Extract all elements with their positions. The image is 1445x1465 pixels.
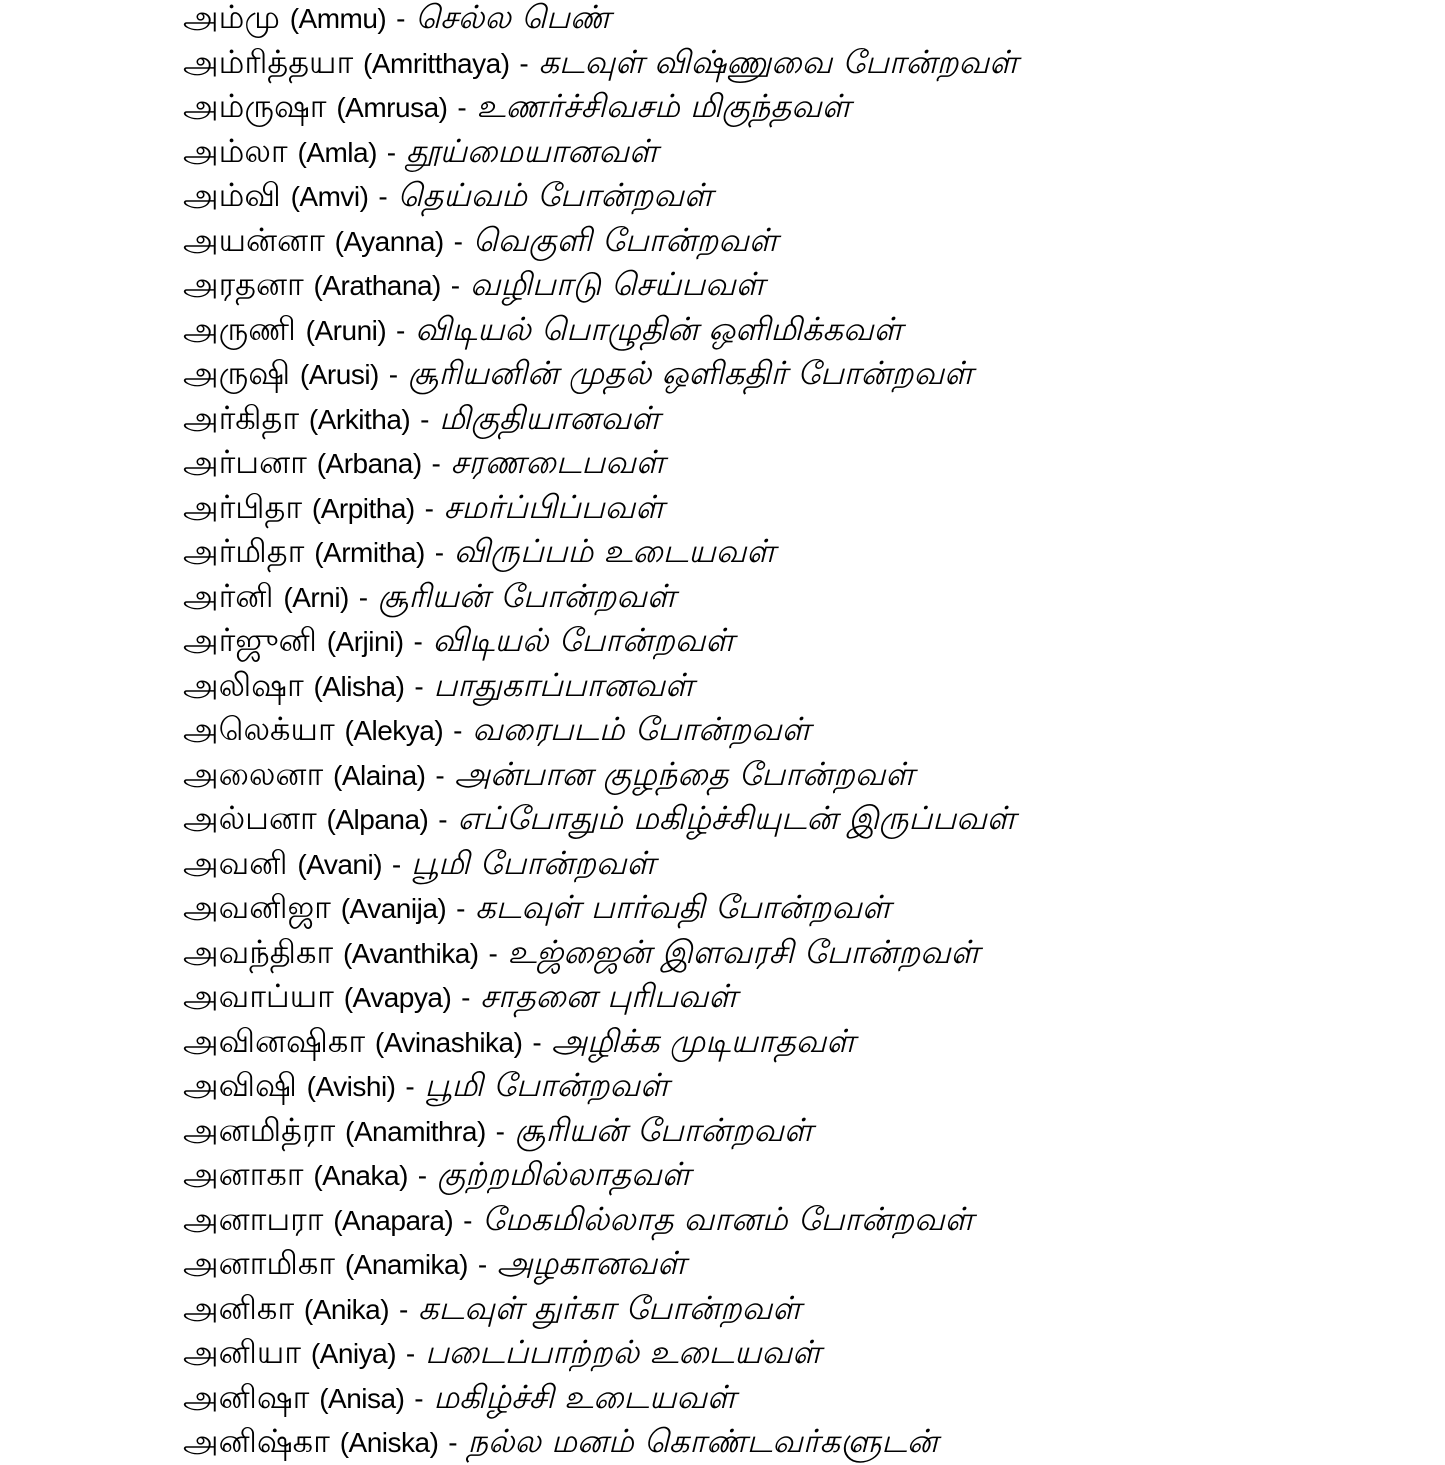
list-item bbox=[183, 886, 1063, 931]
tamil-name: அம்ரித்தயா bbox=[183, 42, 354, 81]
list-item bbox=[183, 219, 1063, 264]
separator: - bbox=[378, 181, 388, 212]
tamil-name: அர்பிதா bbox=[183, 487, 303, 526]
list-item bbox=[183, 1331, 1063, 1376]
transliteration: (Amla) bbox=[297, 136, 377, 168]
separator: - bbox=[396, 314, 406, 346]
separator: - bbox=[358, 581, 369, 613]
list-item bbox=[183, 708, 1063, 753]
tamil-name: அனியா bbox=[183, 1333, 301, 1371]
separator: - bbox=[388, 359, 399, 390]
transliteration: (Arbana) bbox=[316, 448, 422, 479]
separator: - bbox=[413, 626, 423, 657]
list-item bbox=[183, 1198, 1063, 1243]
list-item bbox=[183, 1109, 1063, 1154]
transliteration: (Aruni) bbox=[305, 314, 387, 346]
meaning: நல்ல மனம் கொண்டவர்களுடன் bbox=[467, 1422, 938, 1460]
transliteration: (Arusi) bbox=[299, 359, 379, 390]
transliteration: (Amritthaya) bbox=[363, 47, 510, 79]
list-item bbox=[183, 1376, 1063, 1421]
transliteration: (Anamithra) bbox=[345, 1115, 486, 1147]
meaning: வரைபடம் போன்றவள் bbox=[472, 710, 811, 748]
tamil-name: அனமித்ரா bbox=[183, 1110, 336, 1149]
meaning: மிகுதியானவள் bbox=[439, 398, 660, 437]
meaning: மகிழ்ச்சி உடையவள் bbox=[433, 1377, 736, 1416]
list-item bbox=[183, 308, 1063, 353]
tamil-name: அவனி bbox=[183, 843, 288, 882]
list-item bbox=[183, 842, 1063, 887]
list-item bbox=[183, 174, 1063, 219]
transliteration: (Armitha) bbox=[314, 537, 425, 568]
meaning: பூமி போன்றவள் bbox=[424, 1066, 669, 1104]
transliteration: (Anapara) bbox=[333, 1204, 454, 1236]
transliteration: (Ammu) bbox=[289, 3, 387, 34]
transliteration: (Avinashika) bbox=[374, 1026, 523, 1058]
meaning: சமர்ப்பிப்பவள் bbox=[443, 487, 665, 526]
transliteration: (Avani) bbox=[297, 848, 383, 880]
separator: - bbox=[386, 136, 397, 168]
list-item bbox=[183, 41, 1063, 86]
list-item bbox=[183, 664, 1063, 709]
tamil-name: அலிஷா bbox=[183, 665, 304, 704]
transliteration: (Anamika) bbox=[344, 1249, 468, 1280]
tamil-name: அரதனா bbox=[183, 265, 304, 303]
list-item bbox=[183, 397, 1063, 442]
tamil-name: அவனிஜா bbox=[183, 888, 331, 926]
transliteration: (Amrusa) bbox=[336, 92, 448, 123]
transliteration: (Alekya) bbox=[344, 715, 444, 746]
tamil-name: அனாகா bbox=[183, 1155, 304, 1193]
separator: - bbox=[414, 670, 424, 702]
transliteration: (Aniska) bbox=[339, 1427, 439, 1458]
name-list-document bbox=[183, 0, 1063, 1465]
separator: - bbox=[453, 715, 463, 746]
transliteration: (Avanthika) bbox=[342, 937, 479, 969]
separator: - bbox=[398, 1293, 409, 1325]
tamil-name: அனாபரா bbox=[183, 1199, 324, 1238]
transliteration: (Arkitha) bbox=[308, 403, 411, 435]
separator: - bbox=[405, 1071, 415, 1102]
list-item bbox=[183, 1064, 1063, 1109]
transliteration: (Arpitha) bbox=[311, 492, 415, 524]
separator: - bbox=[453, 225, 463, 257]
transliteration: (Avapya) bbox=[343, 982, 452, 1013]
separator: - bbox=[495, 1115, 505, 1147]
tamil-name: அயன்னா bbox=[183, 220, 325, 259]
list-item bbox=[183, 797, 1063, 842]
tamil-name: அனிஷ்கா bbox=[183, 1422, 330, 1460]
meaning: பாதுகாப்பானவள் bbox=[433, 665, 694, 704]
separator: - bbox=[477, 1249, 488, 1280]
list-item bbox=[183, 975, 1063, 1020]
separator: - bbox=[532, 1026, 542, 1058]
tamil-name: அர்பனா bbox=[183, 443, 307, 481]
meaning: கடவுள் துர்கா போன்றவள் bbox=[418, 1288, 802, 1327]
meaning: அன்பான குழந்தை போன்றவள் bbox=[454, 754, 915, 793]
tamil-name: அல்பனா bbox=[183, 799, 317, 837]
separator: - bbox=[420, 403, 430, 435]
transliteration: (Alisha) bbox=[313, 670, 405, 702]
meaning: எப்போதும் மகிழ்ச்சியுடன் இருப்பவள் bbox=[457, 799, 1016, 837]
separator: - bbox=[431, 448, 441, 479]
meaning: விருப்பம் உடையவள் bbox=[453, 532, 776, 570]
tamil-name: அம்வி bbox=[183, 176, 281, 214]
separator: - bbox=[450, 270, 461, 301]
transliteration: (Anaka) bbox=[313, 1160, 408, 1191]
tamil-name: அனிகா bbox=[183, 1288, 295, 1327]
list-item bbox=[183, 85, 1063, 130]
transliteration: (Avishi) bbox=[306, 1071, 396, 1102]
meaning: உஜ்ஜைன் இளவரசி போன்றவள் bbox=[507, 932, 980, 971]
list-item bbox=[183, 1242, 1063, 1287]
meaning: தெய்வம் போன்றவள் bbox=[397, 176, 713, 214]
list-item bbox=[183, 575, 1063, 620]
meaning: குற்றமில்லாதவள் bbox=[436, 1155, 691, 1193]
list-item bbox=[183, 931, 1063, 976]
meaning: அழிக்க முடியாதவள் bbox=[551, 1021, 856, 1060]
meaning: கடவுள் பார்வதி போன்றவள் bbox=[475, 888, 891, 926]
tamil-name: அவிஷி bbox=[183, 1066, 297, 1104]
separator: - bbox=[456, 893, 466, 924]
separator: - bbox=[414, 1382, 424, 1414]
meaning: கடவுள் விஷ்ணுவை போன்றவள் bbox=[538, 42, 1018, 81]
list-item bbox=[183, 619, 1063, 664]
separator: - bbox=[461, 982, 471, 1013]
transliteration: (Arathana) bbox=[313, 270, 441, 301]
transliteration: (Anisa) bbox=[319, 1382, 405, 1414]
transliteration: (Arjini) bbox=[326, 626, 404, 657]
meaning: சூரியன் போன்றவள் bbox=[377, 576, 676, 615]
tamil-name: அம்லா bbox=[183, 131, 288, 170]
tamil-name: அம்ருஷா bbox=[183, 87, 327, 125]
list-item bbox=[183, 530, 1063, 575]
separator: - bbox=[417, 1160, 428, 1191]
meaning: வெகுளி போன்றவள் bbox=[472, 220, 778, 259]
tamil-name: அருணி bbox=[183, 309, 296, 348]
meaning: சூரியனின் முதல் ஒளிகதிர் போன்றவள் bbox=[407, 354, 973, 392]
list-item bbox=[183, 263, 1063, 308]
list-item bbox=[183, 0, 1063, 41]
tamil-name: அனிஷா bbox=[183, 1377, 310, 1416]
list-item bbox=[183, 1153, 1063, 1198]
meaning: பூமி போன்றவள் bbox=[411, 843, 656, 882]
transliteration: (Avanija) bbox=[340, 893, 447, 924]
tamil-name: அலைனா bbox=[183, 754, 324, 793]
separator: - bbox=[405, 1338, 416, 1369]
separator: - bbox=[463, 1204, 473, 1236]
list-item bbox=[183, 1420, 1063, 1465]
meaning: சாதனை புரிபவள் bbox=[480, 977, 738, 1015]
meaning: தூய்மையானவள் bbox=[405, 131, 658, 170]
transliteration: (Aniya) bbox=[310, 1338, 397, 1369]
tamil-name: அவந்திகா bbox=[183, 932, 334, 971]
transliteration: (Alpana) bbox=[326, 804, 429, 835]
list-item bbox=[183, 130, 1063, 175]
meaning: அழகானவள் bbox=[497, 1244, 687, 1282]
meaning: சரணடைபவள் bbox=[450, 443, 665, 481]
transliteration: (Arni) bbox=[283, 581, 349, 613]
tamil-name: அர்கிதா bbox=[183, 398, 300, 437]
meaning: மேகமில்லாத வானம் போன்றவள் bbox=[482, 1199, 974, 1238]
separator: - bbox=[396, 3, 406, 34]
separator: - bbox=[488, 937, 498, 969]
meaning: உணர்ச்சிவசம் மிகுந்தவள் bbox=[476, 87, 851, 125]
transliteration: (Alaina) bbox=[333, 759, 426, 791]
tamil-name: அம்மு bbox=[183, 0, 280, 36]
separator: - bbox=[391, 848, 402, 880]
tamil-name: அர்ஜுனி bbox=[183, 621, 317, 659]
list-item bbox=[183, 486, 1063, 531]
separator: - bbox=[424, 492, 434, 524]
separator: - bbox=[457, 92, 467, 123]
meaning: விடியல் போன்றவள் bbox=[432, 621, 735, 659]
list-item bbox=[183, 352, 1063, 397]
transliteration: (Amvi) bbox=[290, 181, 369, 212]
transliteration: (Anika) bbox=[303, 1293, 390, 1325]
meaning: சூரியன் போன்றவள் bbox=[514, 1110, 813, 1149]
separator: - bbox=[434, 537, 445, 568]
list-item bbox=[183, 1020, 1063, 1065]
tamil-name: அவாப்யா bbox=[183, 977, 334, 1015]
separator: - bbox=[448, 1427, 458, 1458]
transliteration: (Ayanna) bbox=[334, 225, 444, 257]
tamil-name: அலெக்யா bbox=[183, 710, 335, 748]
tamil-name: அர்னி bbox=[183, 576, 274, 615]
meaning: விடியல் பொழுதின் ஒளிமிக்கவள் bbox=[415, 309, 903, 348]
list-item bbox=[183, 1287, 1063, 1332]
list-item bbox=[183, 441, 1063, 486]
separator: - bbox=[438, 804, 448, 835]
separator: - bbox=[519, 47, 529, 79]
list-item bbox=[183, 753, 1063, 798]
meaning: செல்ல பெண் bbox=[415, 0, 611, 36]
tamil-name: அர்மிதா bbox=[183, 532, 305, 570]
separator: - bbox=[435, 759, 445, 791]
meaning: படைப்பாற்றல் உடையவள் bbox=[425, 1333, 822, 1371]
tamil-name: அனாமிகா bbox=[183, 1244, 335, 1282]
tamil-name: அருஷி bbox=[183, 354, 291, 392]
tamil-name: அவினஷிகா bbox=[183, 1021, 366, 1060]
meaning: வழிபாடு செய்பவள் bbox=[469, 265, 765, 303]
